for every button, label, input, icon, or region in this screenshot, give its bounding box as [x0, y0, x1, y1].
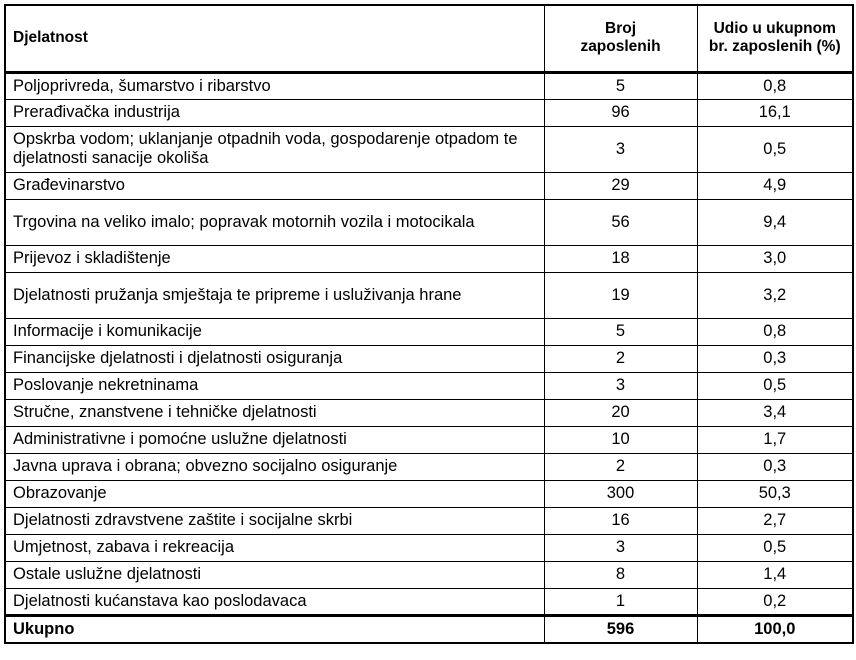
table-row	[5, 199, 853, 245]
table-row	[5, 561, 853, 588]
row-employees: 10	[544, 426, 697, 453]
table-row	[5, 272, 853, 318]
row-employees: 18	[544, 245, 697, 272]
row-employees: 29	[544, 172, 697, 199]
row-share: 0,8	[697, 318, 853, 345]
table-row	[5, 72, 853, 99]
row-activity: Opskrba vodom; uklanjanje otpadnih voda, gospodarenje otpadom te djelatnosti sanacije okoliša	[5, 126, 544, 172]
row-employees: 8	[544, 561, 697, 588]
row-employees: 3	[544, 372, 697, 399]
table-row	[5, 426, 853, 453]
row-employees: 96	[544, 99, 697, 126]
row-employees: 2	[544, 345, 697, 372]
row-employees: 5	[544, 72, 697, 99]
table-wrapper	[4, 4, 854, 644]
header-employees	[544, 5, 697, 72]
row-share: 0,3	[697, 453, 853, 480]
row-employees: 300	[544, 480, 697, 507]
total-label: Ukupno	[5, 615, 544, 643]
header-activity: Djelatnost	[5, 5, 544, 72]
row-share: 0,5	[697, 372, 853, 399]
header-share	[697, 5, 853, 72]
table-row	[5, 318, 853, 345]
row-activity: Ostale uslužne djelatnosti	[5, 561, 544, 588]
header-share-text: Udio u ukupnom br. zaposlenih (%)	[708, 20, 841, 56]
row-employees: 1	[544, 588, 697, 615]
row-share: 4,9	[697, 172, 853, 199]
row-activity: Prijevoz i skladištenje	[5, 245, 544, 272]
table-row	[5, 99, 853, 126]
employment-table	[4, 4, 854, 644]
table-row	[5, 345, 853, 372]
row-activity: Djelatnosti pružanja smještaja te pripreme i usluživanja hrane	[5, 272, 544, 318]
row-activity: Poljoprivreda, šumarstvo i ribarstvo	[5, 72, 544, 99]
row-share: 2,7	[697, 507, 853, 534]
row-employees: 19	[544, 272, 697, 318]
row-employees: 2	[544, 453, 697, 480]
row-share: 0,5	[697, 126, 853, 172]
row-share: 9,4	[697, 199, 853, 245]
row-activity: Javna uprava i obrana; obvezno socijalno osiguranje	[5, 453, 544, 480]
total-employees: 596	[544, 615, 697, 643]
row-share: 3,4	[697, 399, 853, 426]
row-activity: Obrazovanje	[5, 480, 544, 507]
row-share: 3,0	[697, 245, 853, 272]
row-activity: Administrativne i pomoćne uslužne djelatnosti	[5, 426, 544, 453]
row-share: 16,1	[697, 99, 853, 126]
row-activity: Djelatnosti kućanstava kao poslodavaca	[5, 588, 544, 615]
table-row	[5, 245, 853, 272]
header-employees-text: Broj zaposlenih	[580, 20, 661, 56]
row-share: 3,2	[697, 272, 853, 318]
table-row	[5, 453, 853, 480]
row-activity: Umjetnost, zabava i rekreacija	[5, 534, 544, 561]
row-share: 50,3	[697, 480, 853, 507]
table-row	[5, 372, 853, 399]
row-employees: 16	[544, 507, 697, 534]
table-row	[5, 126, 853, 172]
row-activity: Prerađivačka industrija	[5, 99, 544, 126]
row-activity: Trgovina na veliko imalo; popravak motornih vozila i motocikala	[5, 199, 544, 245]
row-share: 1,4	[697, 561, 853, 588]
total-share: 100,0	[697, 615, 853, 643]
table-row	[5, 507, 853, 534]
row-employees: 56	[544, 199, 697, 245]
row-activity: Informacije i komunikacije	[5, 318, 544, 345]
row-employees: 20	[544, 399, 697, 426]
table-row	[5, 399, 853, 426]
row-employees: 5	[544, 318, 697, 345]
row-share: 0,3	[697, 345, 853, 372]
table-header-row	[5, 5, 853, 72]
row-share: 0,8	[697, 72, 853, 99]
table-row	[5, 480, 853, 507]
row-activity: Djelatnosti zdravstvene zaštite i socijalne skrbi	[5, 507, 544, 534]
row-share: 0,2	[697, 588, 853, 615]
row-activity: Poslovanje nekretninama	[5, 372, 544, 399]
row-employees: 3	[544, 126, 697, 172]
row-employees: 3	[544, 534, 697, 561]
table-row	[5, 534, 853, 561]
row-activity: Građevinarstvo	[5, 172, 544, 199]
table-row	[5, 172, 853, 199]
row-share: 1,7	[697, 426, 853, 453]
table-total-row	[5, 615, 853, 643]
row-activity: Financijske djelatnosti i djelatnosti osiguranja	[5, 345, 544, 372]
table-row	[5, 588, 853, 615]
row-activity: Stručne, znanstvene i tehničke djelatnosti	[5, 399, 544, 426]
row-share: 0,5	[697, 534, 853, 561]
